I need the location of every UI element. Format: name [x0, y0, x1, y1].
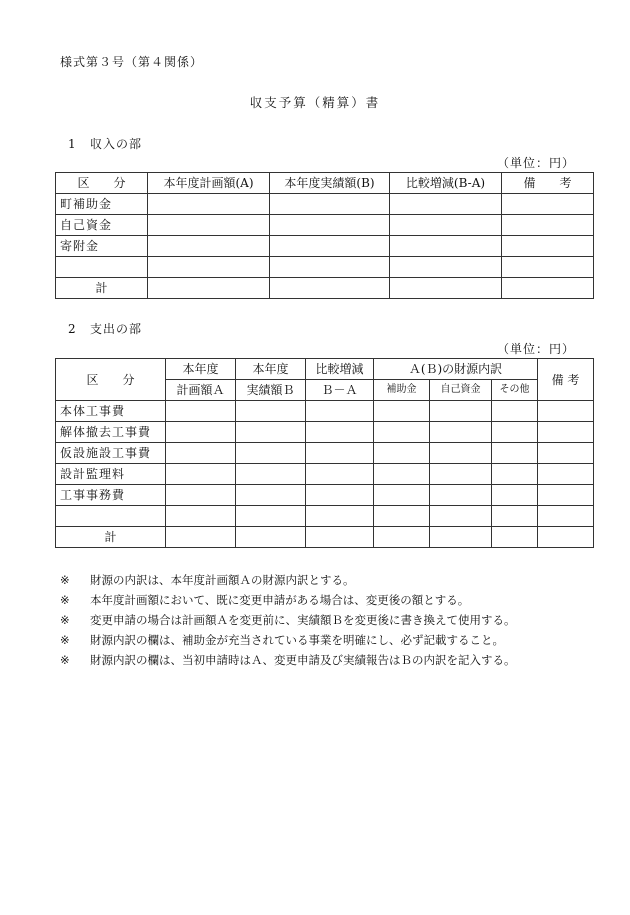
expense-cell[interactable] — [306, 485, 374, 506]
expense-row-label: 工事事務費 — [56, 485, 166, 506]
expense-cell[interactable] — [306, 401, 374, 422]
income-cell-remarks[interactable] — [502, 236, 594, 257]
table-row — [56, 401, 594, 422]
expense-cell[interactable] — [236, 464, 306, 485]
note-mark: ※ — [60, 613, 70, 627]
expense-cell[interactable] — [538, 485, 594, 506]
expense-header-plan-line2: 計画額Ａ — [166, 380, 236, 401]
income-cell-plan[interactable] — [148, 194, 270, 215]
note-item — [60, 570, 620, 590]
income-cell-remarks[interactable] — [502, 257, 594, 278]
form-number: 様式第３号（第４関係） — [60, 55, 204, 69]
income-header-kubun: 区 分 — [56, 173, 148, 194]
table-row — [56, 443, 594, 464]
expense-section-heading — [68, 320, 142, 337]
expense-cell[interactable] — [236, 485, 306, 506]
expense-cell[interactable] — [492, 422, 538, 443]
expense-total-row — [56, 527, 594, 548]
income-unit-label: （単位：円） — [496, 156, 575, 170]
expense-cell[interactable] — [236, 401, 306, 422]
income-header-plan: 本年度計画額(A) — [148, 173, 270, 194]
note-mark: ※ — [60, 593, 70, 607]
income-cell-remarks[interactable] — [502, 278, 594, 299]
income-cell-plan[interactable] — [148, 215, 270, 236]
expense-cell[interactable] — [538, 527, 594, 548]
note-item — [60, 610, 620, 630]
income-total-row — [56, 278, 594, 299]
note-text: 本年度計画額において、既に変更申請がある場合は、変更後の額とする。 — [90, 593, 470, 607]
income-total-label: 計 — [56, 278, 148, 299]
income-cell-remarks[interactable] — [502, 194, 594, 215]
expense-cell[interactable] — [492, 401, 538, 422]
expense-header-diff-line2: Ｂ－Ａ — [306, 380, 374, 401]
expense-cell[interactable] — [374, 485, 430, 506]
expense-cell[interactable] — [306, 422, 374, 443]
expense-cell[interactable] — [374, 401, 430, 422]
income-row-label: 寄附金 — [56, 236, 148, 257]
expense-unit-label: （単位：円） — [496, 342, 575, 356]
expense-cell[interactable] — [430, 443, 492, 464]
note-item — [60, 650, 620, 670]
expense-cell[interactable] — [430, 422, 492, 443]
expense-cell[interactable] — [166, 485, 236, 506]
table-row — [56, 506, 594, 527]
expense-header-diff-line1: 比較増減 — [306, 359, 374, 380]
income-cell-actual[interactable] — [270, 236, 390, 257]
expense-cell[interactable] — [492, 506, 538, 527]
income-cell-actual[interactable] — [270, 257, 390, 278]
expense-cell[interactable] — [166, 422, 236, 443]
expense-cell[interactable] — [430, 527, 492, 548]
expense-cell[interactable] — [236, 443, 306, 464]
expense-header-kubun: 区 分 — [56, 359, 166, 401]
document-title: 収支予算（精算）書 — [249, 95, 381, 110]
income-row-label — [56, 257, 148, 278]
income-cell-diff[interactable] — [390, 278, 502, 299]
expense-header-actual-line1: 本年度 — [236, 359, 306, 380]
income-cell-diff[interactable] — [390, 194, 502, 215]
income-section-number: 1 — [68, 137, 77, 151]
income-cell-actual[interactable] — [270, 194, 390, 215]
expense-cell[interactable] — [374, 443, 430, 464]
table-row — [56, 257, 594, 278]
expense-section-number: 2 — [68, 322, 77, 336]
expense-cell[interactable] — [538, 506, 594, 527]
expense-cell[interactable] — [538, 464, 594, 485]
note-text: 変更申請の場合は計画額Ａを変更前に、実績額Ｂを変更後に書き換えて使用する。 — [90, 613, 516, 627]
expense-cell[interactable] — [374, 422, 430, 443]
income-cell-diff[interactable] — [390, 236, 502, 257]
expense-cell[interactable] — [306, 506, 374, 527]
table-row — [56, 422, 594, 443]
note-item — [60, 590, 620, 610]
expense-header-subsidy: 補助金 — [374, 380, 430, 401]
note-mark: ※ — [60, 633, 70, 647]
expense-header-own-funds: 自己資金 — [430, 380, 492, 401]
expense-header-remarks: 備 考 — [538, 359, 594, 401]
expense-total-label: 計 — [56, 527, 166, 548]
expense-cell[interactable] — [538, 401, 594, 422]
income-cell-plan[interactable] — [148, 257, 270, 278]
expense-cell[interactable] — [430, 506, 492, 527]
expense-section-title: 支出の部 — [90, 322, 143, 336]
expense-cell[interactable] — [236, 506, 306, 527]
expense-cell[interactable] — [538, 422, 594, 443]
table-row — [56, 485, 594, 506]
table-row — [56, 215, 594, 236]
expense-row-label: 仮設施設工事費 — [56, 443, 166, 464]
expense-cell[interactable] — [166, 527, 236, 548]
expense-cell[interactable] — [430, 464, 492, 485]
income-header-actual: 本年度実績額(B) — [270, 173, 390, 194]
expense-cell[interactable] — [374, 464, 430, 485]
expense-cell[interactable] — [492, 464, 538, 485]
income-cell-diff[interactable] — [390, 215, 502, 236]
expense-header-plan-line1: 本年度 — [166, 359, 236, 380]
note-text: 財源内訳の欄は、当初申請時はＡ、変更申請及び実績報告はＢの内訳を記入する。 — [90, 653, 516, 667]
expense-table — [55, 358, 594, 548]
expense-cell[interactable] — [166, 443, 236, 464]
expense-cell[interactable] — [492, 485, 538, 506]
expense-header-other: その他 — [492, 380, 538, 401]
income-section-heading — [68, 135, 142, 152]
expense-cell[interactable] — [430, 401, 492, 422]
income-section-title: 収入の部 — [90, 137, 143, 151]
note-text: 財源内訳の欄は、補助金が充当されている事業を明確にし、必ず記載すること。 — [90, 633, 504, 647]
expense-header-row-1 — [56, 359, 594, 380]
income-header-diff: 比較増減(B-A) — [390, 173, 502, 194]
income-table — [55, 172, 594, 299]
expense-cell[interactable] — [236, 422, 306, 443]
table-row — [56, 464, 594, 485]
expense-row-label: 本体工事費 — [56, 401, 166, 422]
income-row-label: 自己資金 — [56, 215, 148, 236]
income-cell-diff[interactable] — [390, 257, 502, 278]
expense-cell[interactable] — [538, 443, 594, 464]
expense-row-label — [56, 506, 166, 527]
income-row-label: 町補助金 — [56, 194, 148, 215]
note-mark: ※ — [60, 573, 70, 587]
income-cell-actual[interactable] — [270, 215, 390, 236]
expense-cell[interactable] — [166, 464, 236, 485]
expense-cell[interactable] — [306, 464, 374, 485]
expense-cell[interactable] — [306, 443, 374, 464]
income-cell-actual[interactable] — [270, 278, 390, 299]
expense-cell[interactable] — [166, 401, 236, 422]
note-mark: ※ — [60, 653, 70, 667]
table-row — [56, 194, 594, 215]
notes-list — [60, 570, 620, 670]
expense-cell[interactable] — [166, 506, 236, 527]
expense-cell[interactable] — [306, 527, 374, 548]
expense-header-source: Ａ(Ｂ)の財源内訳 — [374, 359, 538, 380]
expense-cell[interactable] — [492, 527, 538, 548]
income-cell-remarks[interactable] — [502, 215, 594, 236]
expense-cell[interactable] — [492, 443, 538, 464]
income-cell-plan[interactable] — [148, 236, 270, 257]
note-item — [60, 630, 620, 650]
expense-cell[interactable] — [236, 527, 306, 548]
expense-row-label: 設計監理料 — [56, 464, 166, 485]
expense-row-label: 解体撤去工事費 — [56, 422, 166, 443]
expense-header-actual-line2: 実績額Ｂ — [236, 380, 306, 401]
income-cell-plan[interactable] — [148, 278, 270, 299]
note-text: 財源の内訳は、本年度計画額Ａの財源内訳とする。 — [90, 573, 355, 587]
income-header-remarks: 備 考 — [502, 173, 594, 194]
income-header-row — [56, 173, 594, 194]
table-row — [56, 236, 594, 257]
expense-cell[interactable] — [430, 485, 492, 506]
expense-cell[interactable] — [374, 506, 430, 527]
expense-cell[interactable] — [374, 527, 430, 548]
